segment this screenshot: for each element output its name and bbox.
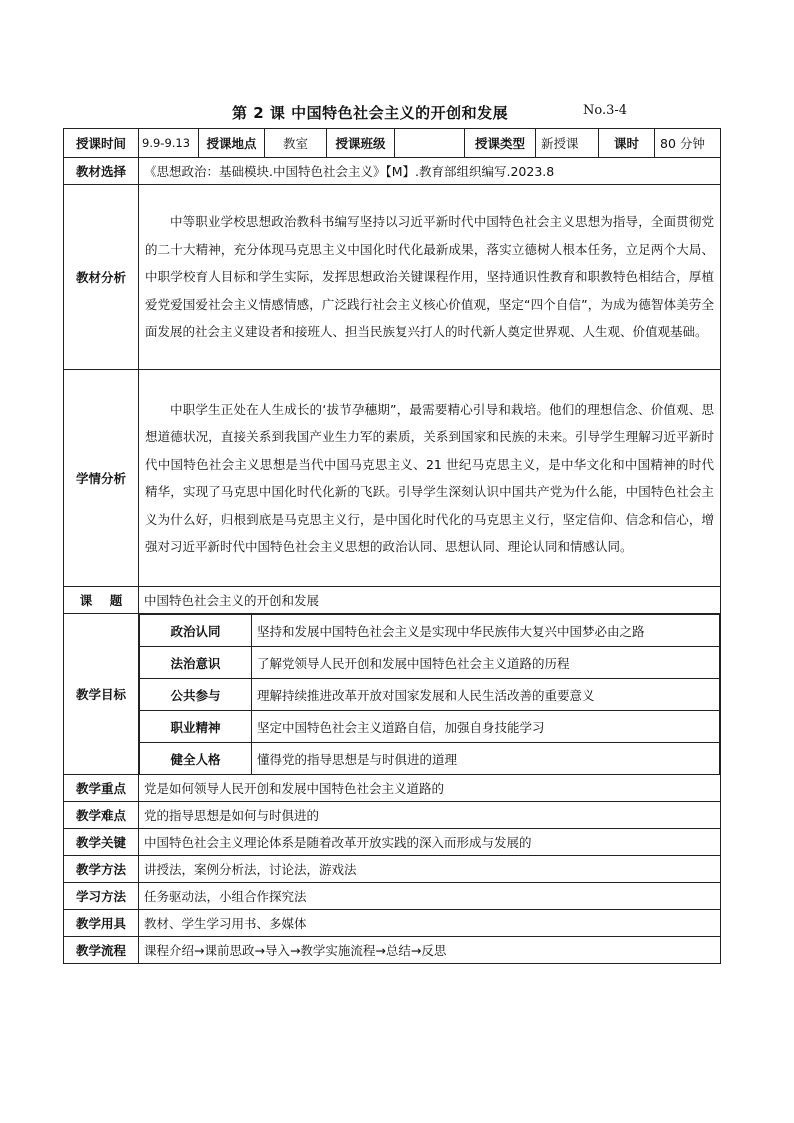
method-value: 讲授法，案例分析法，讨论法，游戏法 <box>139 856 721 883</box>
objective-text: 懂得党的指导思想是与时俱进的道理 <box>252 743 720 775</box>
method-label: 教学方法 <box>64 856 139 883</box>
objective-name: 公共参与 <box>140 679 252 711</box>
document-header <box>0 102 794 122</box>
flow-label: 教学流程 <box>64 937 139 964</box>
students-label: 学情分析 <box>64 370 139 587</box>
hours-label: 课时 <box>599 129 655 158</box>
objective-row <box>140 711 720 743</box>
info-row <box>64 129 721 158</box>
lesson-number: No.3-4 <box>583 103 628 118</box>
learning-method-label: 学习方法 <box>64 883 139 910</box>
objective-row <box>140 743 720 775</box>
topic-row <box>64 587 721 614</box>
objectives-label: 教学目标 <box>64 614 139 775</box>
objectives-cell <box>139 614 721 775</box>
students-text: 中职学生正处在人生成长的‘拔节孕穗期”，最需要精心引导和栽培。他们的理想信念、价值观、思想道德状况，直接关系到我国产业生力军的素质，关系到国家和民族的未来。引导学生理解习近平新时代中国特色社会主义思想是当代中国马克思主义、21 世纪马克思主义，是中华文化和中国精神的时代精华，实现了马克思中国化时代化新的飞跃。引导学生深刻认识中国共产党为什么能，中国特色社会主义为什么好，归根到底是马克思主义行，是中国化时代化的马克思主义行，坚定信仰、信念和信心，增强对习近平新时代中国特色社会主义思想的政治认同、思想认同、理论认同和情感认同。 <box>139 370 721 587</box>
time-label: 授课时间 <box>64 129 139 158</box>
key-point-row <box>64 775 721 802</box>
key-point-value: 党是如何领导人民开创和发展中国特色社会主义道路的 <box>139 775 721 802</box>
class-value <box>395 129 465 158</box>
place-label: 授课地点 <box>199 129 265 158</box>
objectives-row <box>64 614 721 775</box>
objective-row <box>140 647 720 679</box>
lesson-plan-table <box>63 128 721 964</box>
analysis-row <box>64 185 721 370</box>
key-value: 中国特色社会主义理论体系是随着改革开放实践的深入而形成与发展的 <box>139 829 721 856</box>
type-value: 新授课 <box>536 129 599 158</box>
difficulty-row <box>64 802 721 829</box>
method-row <box>64 856 721 883</box>
objective-row <box>140 679 720 711</box>
page-title: 第 2 课 中国特色社会主义的开创和发展 <box>232 104 509 122</box>
key-label: 教学关键 <box>64 829 139 856</box>
objective-text: 坚定中国特色社会主义道路自信，加强自身技能学习 <box>252 711 720 743</box>
class-label: 授课班级 <box>327 129 395 158</box>
difficulty-label: 教学难点 <box>64 802 139 829</box>
objectives-table <box>139 614 720 774</box>
textbook-value: 《思想政治：基础模块.中国特色社会主义》【M】.教育部组织编写.2023.8 <box>139 158 721 185</box>
key-row <box>64 829 721 856</box>
objective-name: 职业精神 <box>140 711 252 743</box>
students-row <box>64 370 721 587</box>
flow-value: 课程介绍→课前思政→导入→教学实施流程→总结→反思 <box>139 937 721 964</box>
key-point-label: 教学重点 <box>64 775 139 802</box>
difficulty-value: 党的指导思想是如何与时俱进的 <box>139 802 721 829</box>
objective-text: 了解党领导人民开创和发展中国特色社会主义道路的历程 <box>252 647 720 679</box>
topic-label: 课 题 <box>64 587 139 614</box>
time-value: 9.9-9.13 <box>139 129 199 158</box>
tools-value: 教材、学生学习用书、多媒体 <box>139 910 721 937</box>
textbook-label: 教材选择 <box>64 158 139 185</box>
type-label: 授课类型 <box>465 129 536 158</box>
flow-row <box>64 937 721 964</box>
objective-name: 法治意识 <box>140 647 252 679</box>
tools-row <box>64 910 721 937</box>
tools-label: 教学用具 <box>64 910 139 937</box>
analysis-text: 中等职业学校思想政治教科书编写坚持以习近平新时代中国特色社会主义思想为指导，全面贯彻党的二十大精神，充分体现马克思主义中国化时代化最新成果，落实立德树人根本任务，立足两个大局、中职学校育人目标和学生实际，发挥思想政治关键课程作用，坚持通识性教育和职教特色相结合，厚植爱党爱国爱社会主义情感情感，广泛践行社会主义核心价值观，坚定“四个自信”，为成为德智体美劳全面发展的社会主义建设者和接班人、担当民族复兴打人的时代新人奠定世界观、人生观、价值观基础。 <box>139 185 721 370</box>
objective-text: 坚持和发展中国特色社会主义是实现中华民族伟大复兴中国梦必由之路 <box>252 615 720 647</box>
topic-value: 中国特色社会主义的开创和发展 <box>139 587 721 614</box>
analysis-label: 教材分析 <box>64 185 139 370</box>
objective-name: 政治认同 <box>140 615 252 647</box>
objective-row <box>140 615 720 647</box>
place-value: 教室 <box>265 129 327 158</box>
objective-name: 健全人格 <box>140 743 252 775</box>
objective-text: 理解持续推进改革开放对国家发展和人民生活改善的重要意义 <box>252 679 720 711</box>
hours-value: 80 分钟 <box>655 129 721 158</box>
learning-method-value: 任务驱动法，小组合作探究法 <box>139 883 721 910</box>
textbook-row <box>64 158 721 185</box>
learning-method-row <box>64 883 721 910</box>
